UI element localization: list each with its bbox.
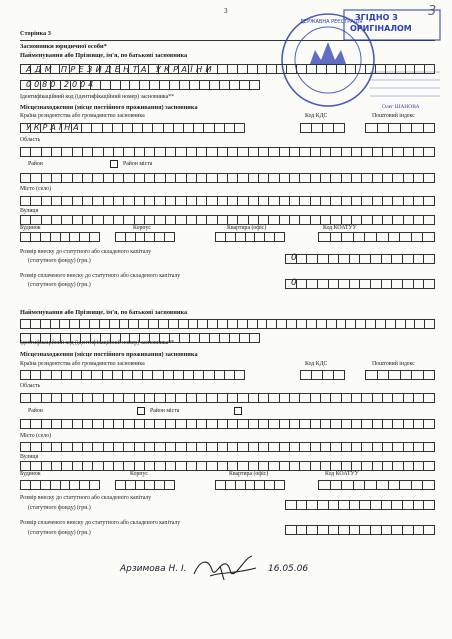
founder2-contribution-label-2: (статутного фонду) (грн.) <box>28 505 91 511</box>
founder2-contribution-cells <box>285 500 435 510</box>
founder2-kds-cells <box>300 370 345 380</box>
founder1-kds-cells <box>300 123 345 133</box>
founder1-country-label: Країна резидентства або громадянство засновника <box>20 113 145 119</box>
founder1-apartment-label: Квартира (офіс) <box>227 225 267 231</box>
founder2-oblast-cells <box>20 393 435 403</box>
signatory-name: Арзимова Н. І. <box>120 564 187 574</box>
founder1-street-cells <box>20 215 435 225</box>
founder1-oblast-cells <box>20 147 435 157</box>
founder2-korpus-label: Корпус <box>130 471 148 477</box>
founder2-korpus-cells <box>115 480 175 490</box>
founder2-building-cells <box>20 480 100 490</box>
founders-section-title: Засновники юридичної особи* <box>20 43 107 50</box>
stamp-name: Олег ШАНОВА <box>382 104 420 110</box>
founder2-kds-label: Код КДС <box>305 361 328 367</box>
founder1-paid-value: 0 <box>291 278 297 288</box>
founder1-city-cells <box>20 196 435 206</box>
stamp-text-2: ОРИГІНАЛОМ <box>350 24 412 33</box>
page-number: 3 <box>224 7 228 15</box>
founder2-city-raion-checkbox[interactable] <box>234 407 242 415</box>
founder1-street-label: Вулиця <box>20 208 39 214</box>
founder2-name-cells <box>20 319 435 329</box>
founder1-raion-label: Район <box>28 161 43 167</box>
stamp-text-1: ЗГІДНО З <box>355 13 398 22</box>
founder1-building-label: Будинок <box>20 225 41 231</box>
founder1-raion-checkbox[interactable] <box>110 160 118 168</box>
founder1-paid-label-2: (статутного фонду) (грн.) <box>28 282 91 288</box>
founder1-korpus-label: Корпус <box>133 225 151 231</box>
founder1-postal-label: Поштовий індекс <box>372 113 415 119</box>
founder2-raion-label: Район <box>28 408 43 414</box>
handwritten-signature <box>190 552 260 584</box>
founder2-paid-label-2: (статутного фонду) (грн.) <box>28 530 91 536</box>
founder1-oblast-label: Область <box>20 137 41 143</box>
founder1-postal-cells <box>365 123 435 133</box>
founder2-building-label: Будинок <box>20 471 41 477</box>
founder1-contribution-label-1: Розмір внеску до статутного або складеного капіталу <box>20 249 152 255</box>
founder1-paid-label-1: Розмір сплаченого внеску до статутного або складеного капіталу <box>20 273 181 279</box>
founder2-postal-label: Поштовий індекс <box>372 361 415 367</box>
founder2-paid-label-1: Розмір сплаченого внеску до статутного або складеного капіталу <box>20 520 181 526</box>
founder1-city-raion-label: Район міста <box>123 161 153 167</box>
founder2-postal-cells <box>365 370 435 380</box>
founder1-kds-label: Код КДС <box>305 113 328 119</box>
founder1-contribution-value: 0 <box>291 253 297 263</box>
founder1-raion-cells <box>20 173 435 183</box>
founder2-koatuu-label: Код КОАТУУ <box>325 471 359 477</box>
founder2-raion-checkbox[interactable] <box>137 407 145 415</box>
founder1-location-title: Місцезнаходження (місце постійного проживання) засновника <box>20 104 198 111</box>
founder1-paid-cells <box>285 279 435 289</box>
founder1-korpus-cells <box>115 232 175 242</box>
founder1-name-label: Найменування або Прізвище, ім'я, по батькові засновника <box>20 52 188 59</box>
founder2-paid-cells <box>285 525 435 535</box>
founder2-street-label: Вулиця <box>20 454 39 460</box>
founder2-city-raion-label: Район міста <box>150 408 180 414</box>
founder2-location-title: Місцезнаходження (місце постійного проживання) засновника <box>20 351 198 358</box>
founder1-city-label: Місто (село) <box>20 186 52 192</box>
founder1-koatuu-label: Код КОАТУУ <box>323 225 357 231</box>
founder2-id-label: Ідентифікаційний код (ідентифікаційний номер) засновника** <box>20 340 175 346</box>
founder1-id-label: Ідентифікаційний код (ідентифікаційний номер) засновника** <box>20 94 175 100</box>
stamp-circle-text: ДЕРЖАВНА РЕЄСТРАЦІЯ <box>300 19 363 25</box>
founder1-id-value: 0080 2004 <box>26 80 97 89</box>
founder2-country-label: Країна резидентства або громадянство засновника <box>20 361 145 367</box>
founder2-apartment-cells <box>215 480 285 490</box>
founder2-oblast-label: Область <box>20 383 41 389</box>
founder2-country-cells <box>20 370 245 380</box>
founder2-contribution-label-1: Розмір внеску до статутного або складеного капіталу <box>20 495 152 501</box>
founder1-contribution-label-2: (статутного фонду) (грн.) <box>28 258 91 264</box>
page-label: Сторінка 3 <box>20 30 51 37</box>
founder1-country-value: УКРАЇНА <box>26 123 82 132</box>
founder2-apartment-label: Квартира (офіс) <box>229 471 269 477</box>
founder2-koatuu-cells <box>318 480 435 490</box>
founder1-building-cells <box>20 232 100 242</box>
founder2-city-label: Місто (село) <box>20 433 52 439</box>
founder2-city-cells <box>20 442 435 452</box>
signature-date: 16.05.06 <box>268 564 309 574</box>
founder1-koatuu-cells <box>318 232 435 242</box>
founder1-contribution-cells <box>285 254 435 264</box>
founder2-raion-cells <box>20 419 435 429</box>
founder2-name-label: Найменування або Прізвище, ім'я, по батькові засновника <box>20 309 188 316</box>
founder1-apartment-cells <box>215 232 285 242</box>
corner-page-number: 3 <box>428 4 437 19</box>
founder2-street-cells <box>20 461 435 471</box>
founder1-name-value: АДМ ПРЕЗИДЕНТА УКРАЇНИ <box>26 64 215 74</box>
